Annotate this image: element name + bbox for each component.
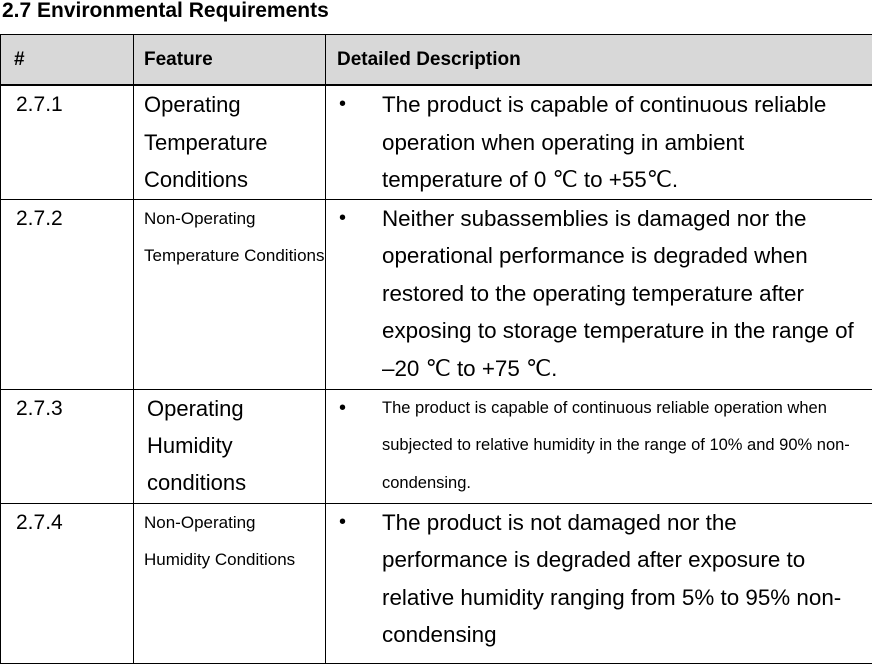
row-number: 2.7.2	[1, 199, 134, 389]
table-row	[1, 503, 872, 663]
row-feature: Operating Temperature Conditions	[134, 85, 326, 199]
header-number: #	[1, 35, 134, 86]
row-feature: Non-Operating Temperature Conditions	[134, 199, 326, 389]
row-description: Neither subassemblies is damaged nor the operational performance is degraded when restored to the operating temperature after exposing to storage temperature in the range of –20 ℃ to +75 ℃.	[382, 200, 872, 388]
table-header-row	[1, 35, 872, 86]
header-description: Detailed Description	[326, 35, 872, 86]
table-row	[1, 85, 872, 199]
row-number: 2.7.3	[1, 389, 134, 503]
environmental-requirements-table	[0, 34, 872, 664]
row-description-cell	[326, 85, 872, 199]
row-description: The product is capable of continuous reliable operation when subjected to relative humidity in the range of 10% and 90% non-condensing.	[382, 390, 872, 503]
row-number: 2.7.1	[1, 85, 134, 199]
row-feature: Non-Operating Humidity Conditions	[134, 503, 326, 663]
table-row	[1, 389, 872, 503]
section-heading: 2.7 Environmental Requirements	[2, 0, 329, 24]
row-feature: Operating Humidity conditions	[134, 389, 326, 503]
row-description: The product is capable of continuous reliable operation when operating in ambient temperature of 0 ℃ to +55℃.	[382, 86, 872, 199]
row-number: 2.7.4	[1, 503, 134, 663]
row-description-cell	[326, 389, 872, 503]
bullet-icon: •	[339, 200, 346, 238]
bullet-icon: •	[339, 504, 346, 542]
table-row	[1, 199, 872, 389]
row-description-cell	[326, 199, 872, 389]
header-feature: Feature	[134, 35, 326, 86]
bullet-icon: •	[339, 390, 346, 428]
row-description: The product is not damaged nor the performance is degraded after exposure to relative humidity ranging from 5% to 95% non-condensing	[382, 504, 872, 654]
row-description-cell	[326, 503, 872, 663]
bullet-icon: •	[339, 86, 346, 124]
